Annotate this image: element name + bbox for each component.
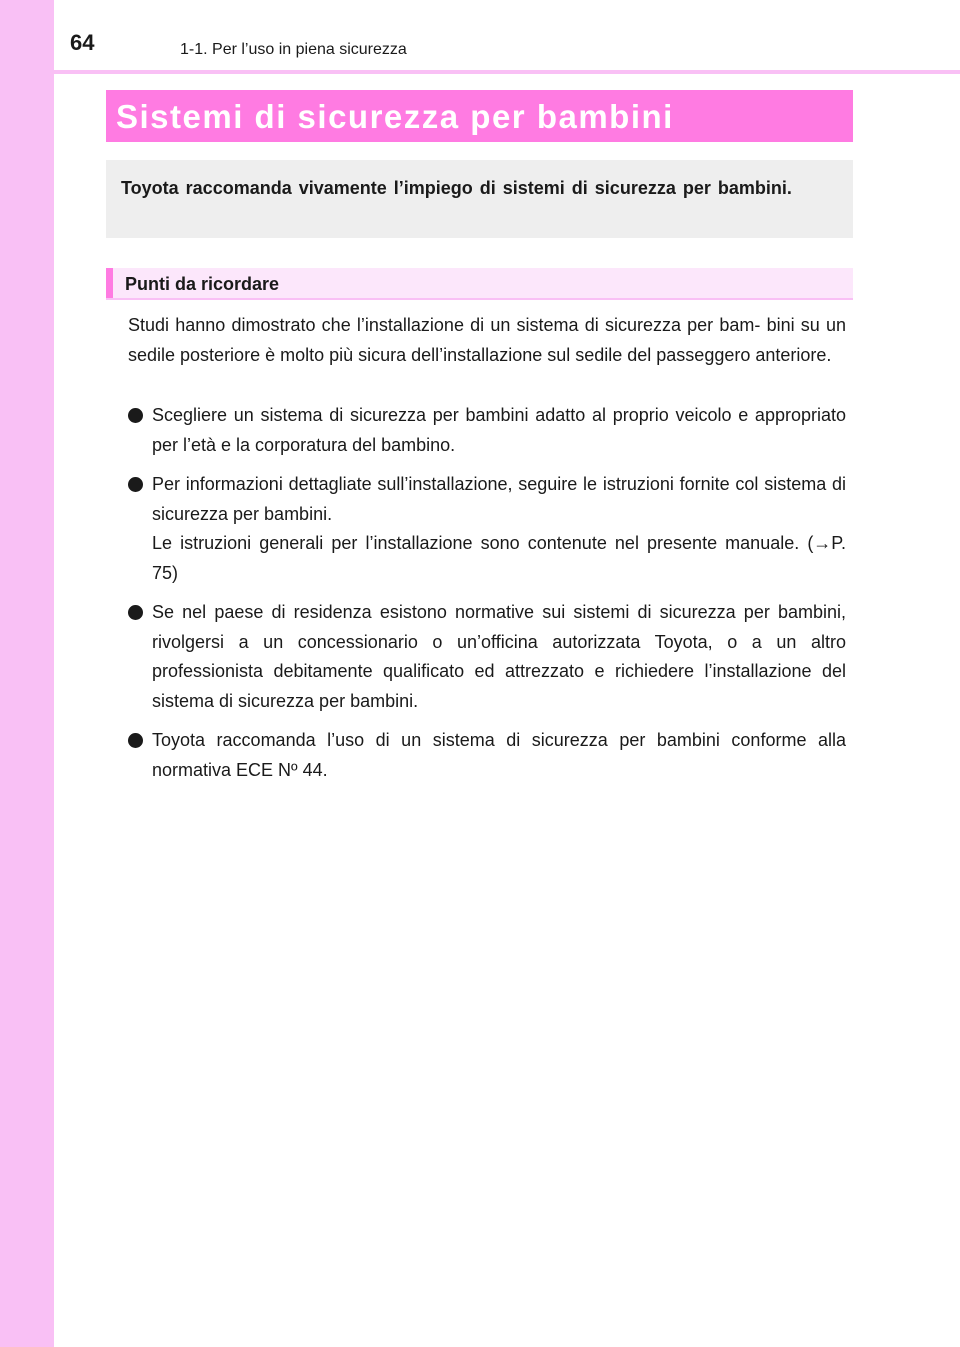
intro-box [106, 160, 853, 238]
bullet-dot-icon [128, 477, 143, 492]
bullet-dot-icon [128, 605, 143, 620]
bullet-note: Le istruzioni generali per l’installazione sono contenute nel presente manuale. (→P. 75) [152, 533, 846, 583]
bullet-text: Per informazioni dettagliate sull’installazione, seguire le istruzioni fornite col sistema di sicurezza per bambini. [152, 474, 846, 524]
bullet-text: Se nel paese di residenza esistono normative sui sistemi di sicurezza per bambini, rivolgersi a un concessionario o un’officina autorizzata Toyota, o a un altro professionista debitamente qualificato ed attrezzato e richiedere l’installazione del sistema di sicurezza per bambini. [152, 602, 846, 711]
bullet-list [128, 401, 846, 795]
list-item [128, 598, 846, 716]
list-item [128, 470, 846, 588]
body-paragraph: Studi hanno dimostrato che l’installazione di un sistema di sicurezza per bam- bini su un sedile posteriore è molto più sicura dell’installazione sul sedile del passeggero anteriore. [128, 315, 846, 365]
page-title: Sistemi di sicurezza per bambini [116, 98, 674, 135]
title-bar [106, 90, 853, 142]
running-head: 1-1. Per l’uso in piena sicurezza [180, 41, 407, 58]
section-accent [106, 268, 113, 298]
list-item [128, 401, 846, 460]
bullet-text: Scegliere un sistema di sicurezza per bambini adatto al proprio veicolo e appropriato per l’età e la corporatura del bambino. [152, 405, 846, 455]
section-title: Punti da ricordare [125, 274, 280, 294]
section-heading [106, 268, 853, 300]
header-rule [54, 70, 960, 74]
left-margin-band [0, 0, 54, 1347]
intro-text: Toyota raccomanda vivamente l’impiego di sistemi di sicurezza per bambini. [121, 178, 792, 198]
bullet-dot-icon [128, 733, 143, 748]
page-number: 64 [70, 30, 95, 55]
bullet-text: Toyota raccomanda l’uso di un sistema di sicurezza per bambini conforme alla normativa ECE Nº 44. [152, 730, 846, 780]
bullet-dot-icon [128, 408, 143, 423]
list-item [128, 726, 846, 785]
